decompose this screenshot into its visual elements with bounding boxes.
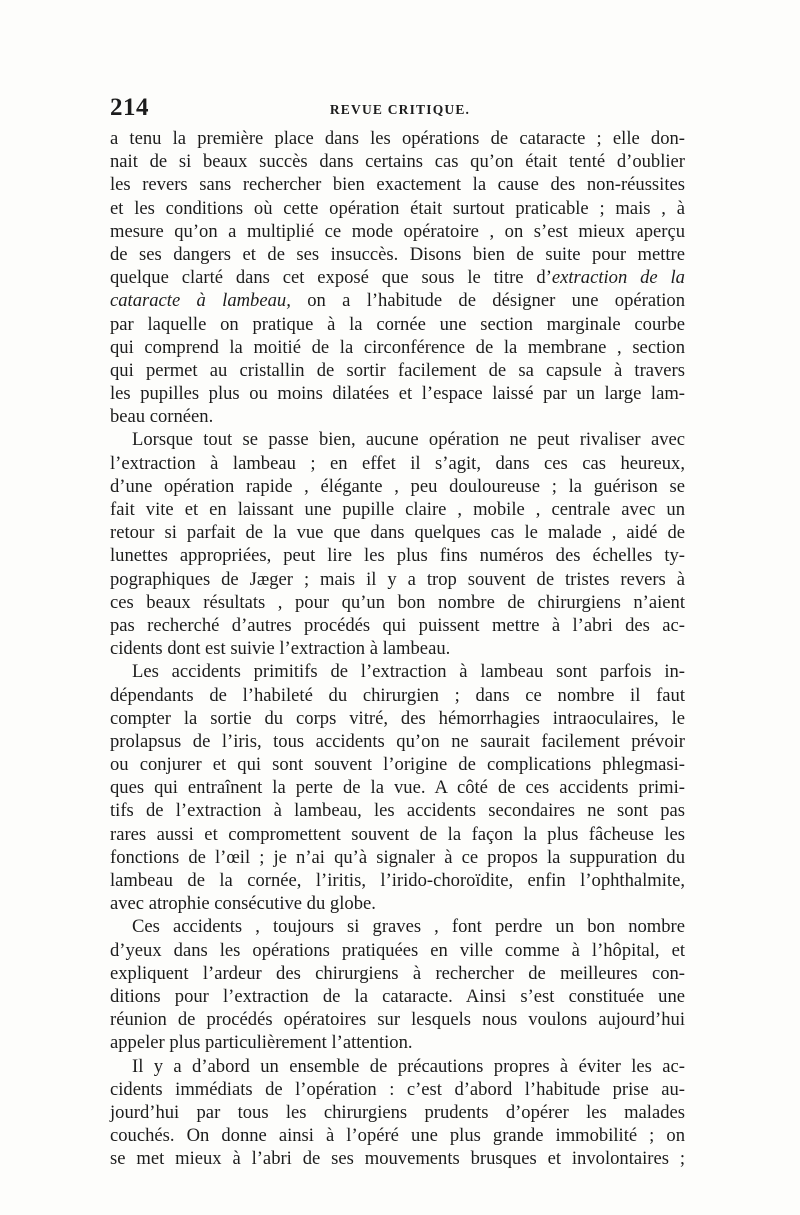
- line-text: qui permet au cristallin de sortir facilement de sa capsule à travers: [110, 359, 685, 381]
- line-text: tifs de l’extraction à lambeau, les accidents secondaires ne sont pas: [110, 800, 685, 822]
- text-line: [110, 452, 685, 475]
- text-line: [110, 1124, 685, 1147]
- text-line: [110, 776, 685, 799]
- line-text: qui comprend la moitié de la circonférence de la membrane , section: [110, 336, 685, 358]
- line-text: ces beaux résultats , pour qu’un bon nombre de chirurgiens n’aient: [110, 591, 685, 613]
- text-line: [110, 498, 685, 521]
- text-line: [110, 521, 685, 544]
- text-line: [110, 127, 685, 150]
- running-head: REVUE CRITIQUE.: [329, 102, 471, 117]
- line-text: pographiques de Jæger ; mais il y a trop souvent de tristes revers à: [110, 568, 685, 590]
- line-text: appeler plus particulièrement l’attention.: [110, 1032, 413, 1054]
- line-text: de ses dangers et de ses insuccès. Disons bien de suite pour mettre: [110, 243, 685, 265]
- text-line: [110, 475, 685, 498]
- text-line: [110, 289, 685, 312]
- text-line: [110, 544, 685, 567]
- text-line: [110, 266, 685, 289]
- text-line: [110, 985, 685, 1008]
- line-text: réunion de procédés opératoires sur lesquels nous voulons aujourd’hui: [110, 1009, 685, 1031]
- line-text: prolapsus de l’iris, tous accidents qu’on ne saurait facilement prévoir: [110, 730, 685, 752]
- line-text: pas recherché d’autres procédés qui puissent mettre à l’abri des ac-: [110, 614, 685, 636]
- line-text: cidents dont est suivie l’extraction à lambeau.: [110, 638, 451, 660]
- text-line: [110, 428, 685, 451]
- text-line: [110, 614, 685, 637]
- line-text: rares aussi et compromettent souvent de la façon la plus fâcheuse les: [110, 823, 685, 845]
- line-text: dépendants de l’habileté du chirurgien ; dans ce nombre il faut: [110, 684, 685, 706]
- text-line: [110, 869, 685, 892]
- text-line: [110, 892, 685, 915]
- text-line: [110, 823, 685, 846]
- line-text: cidents immédiats de l’opération : c’est d’abord l’habitude prise au-: [110, 1078, 685, 1100]
- line-text: lambeau de la cornée, l’iritis, l’irido-choroïdite, enfin l’ophthalmite,: [110, 870, 685, 891]
- text-line: [110, 1078, 685, 1101]
- text-line: [110, 243, 685, 266]
- text-line: [110, 173, 685, 196]
- line-text: a tenu la première place dans les opérations de cataracte ; elle don-: [110, 128, 685, 149]
- text-line: [110, 962, 685, 985]
- text-line: [110, 336, 685, 359]
- body-text: [110, 127, 685, 1170]
- line-text: ou conjurer et qui sont souvent l’origine de complications phlegmasi-: [110, 754, 685, 776]
- line-text: beau cornéen.: [110, 406, 214, 428]
- italic-text: extraction de la: [551, 267, 685, 289]
- line-text: les revers sans rechercher bien exactement la cause des non-réussites: [110, 174, 685, 196]
- line-text: on a l’habitude de désigner une opération: [290, 290, 685, 312]
- text-line: [110, 707, 685, 730]
- text-line: [110, 591, 685, 614]
- line-text: Lorsque tout se passe bien, aucune opération ne peut rivaliser avec: [132, 429, 685, 451]
- line-text: mesure qu’on a multiplié ce mode opératoire , on s’est mieux aperçu: [110, 220, 685, 242]
- text-line: [110, 313, 685, 336]
- line-text: retour si parfait de la vue que dans quelques cas le malade , aidé de: [110, 522, 685, 544]
- text-line: [110, 150, 685, 173]
- line-text: Les accidents primitifs de l’extraction à lambeau sont parfois in-: [132, 661, 685, 683]
- page-header: [110, 94, 690, 124]
- text-line: [110, 915, 685, 938]
- line-text: lunettes appropriées, peut lire les plus fins numéros des échelles ty-: [110, 545, 685, 567]
- line-text: l’extraction à lambeau ; en effet il s’agit, dans ces cas heureux,: [110, 452, 685, 474]
- line-text: ditions pour l’extraction de la cataracte. Ainsi s’est constituée une: [110, 985, 685, 1007]
- line-text: par laquelle on pratique à la cornée une section marginale courbe: [110, 313, 685, 335]
- page-number: 214: [110, 94, 149, 121]
- text-line: [110, 1055, 685, 1078]
- text-line: [110, 359, 685, 382]
- line-text: quelque clarté dans cet exposé que sous le titre d’: [110, 267, 552, 289]
- line-text: compter la sortie du corps vitré, des hémorrhagies intraoculaires, le: [110, 707, 685, 729]
- text-line: [110, 846, 685, 869]
- text-line: [110, 1101, 685, 1124]
- line-text: les pupilles plus ou moins dilatées et l’espace laissé par un large lam-: [110, 383, 685, 405]
- line-text: se met mieux à l’abri de ses mouvements brusques et involontaires ;: [110, 1148, 685, 1170]
- text-line: [110, 753, 685, 776]
- text-line: [110, 382, 685, 405]
- text-line: [110, 684, 685, 707]
- text-line: [110, 405, 685, 428]
- line-text: couchés. On donne ainsi à l’opéré une plus grande immobilité ; on: [110, 1125, 685, 1147]
- line-text: avec atrophie consécutive du globe.: [110, 893, 376, 915]
- italic-text: cataracte à lambeau,: [110, 290, 291, 312]
- text-line: [110, 1147, 685, 1170]
- line-text: fait vite et en laissant une pupille claire , mobile , centrale avec un: [110, 499, 685, 520]
- text-line: [110, 730, 685, 753]
- line-text: et les conditions où cette opération était surtout praticable ; mais , à: [110, 197, 685, 219]
- line-text: fonctions de l’œil ; je n’ai qu’à signaler à ce propos la suppuration du: [110, 846, 685, 868]
- line-text: jourd’hui par tous les chirurgiens prudents d’opérer les malades: [110, 1101, 685, 1123]
- line-text: nait de si beaux succès dans certains cas qu’on était tenté d’oublier: [110, 151, 685, 173]
- text-line: [110, 939, 685, 962]
- text-line: [110, 1031, 685, 1054]
- line-text: d’une opération rapide , élégante , peu douloureuse ; la guérison se: [110, 475, 685, 497]
- line-text: Il y a d’abord un ensemble de précautions propres à éviter les ac-: [132, 1055, 685, 1077]
- text-line: [110, 197, 685, 220]
- text-line: [110, 637, 685, 660]
- text-line: [110, 799, 685, 822]
- line-text: d’yeux dans les opérations pratiquées en ville comme à l’hôpital, et: [110, 939, 685, 961]
- line-text: expliquent l’ardeur des chirurgiens à rechercher de meilleures con-: [110, 962, 685, 984]
- line-text: ques qui entraînent la perte de la vue. A côté de ces accidents primi-: [110, 777, 685, 799]
- text-line: [110, 660, 685, 683]
- text-line: [110, 220, 685, 243]
- text-line: [110, 568, 685, 591]
- text-line: [110, 1008, 685, 1031]
- line-text: Ces accidents , toujours si graves , font perdre un bon nombre: [132, 916, 685, 938]
